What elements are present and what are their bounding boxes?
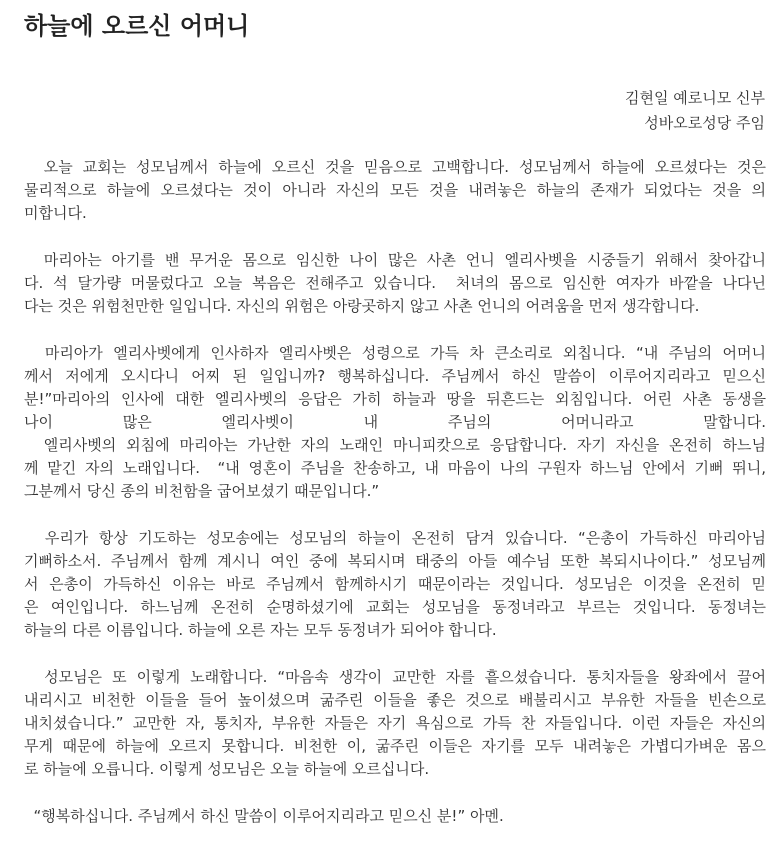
paragraph-line: 하늘의 다른 이름입니다. 하늘에 오른 자는 모두 동정녀가 되어야 합니다.	[24, 621, 497, 639]
paragraph-line: 다. 석 달가량 머물렀다고 오늘 복음은 전해주고 있습니다. 처녀의 몸으로 임신한 여자가 바깥을 나다닌	[24, 274, 766, 292]
paragraph-line: 기뻐하소서. 주님께서 함께 계시니 여인 중에 복되시며 태중의 아들 예수님 또한 복되시나이다.” 성모님께	[24, 552, 766, 570]
article-title: 하늘에 오르신 어머니	[24, 12, 250, 40]
paragraph-line: 물리적으로 하늘에 오르셨다는 것이 아니라 자신의 모든 것을 내려놓은 하늘의 존재가 되었다는 것을 의	[24, 181, 766, 199]
author-affiliation: 성바오로성당 주임	[644, 114, 765, 132]
paragraph-line: 내치셨습니다.” 교만한 자, 통치자, 부유한 자들은 자기 욕심으로 가득 찬 자들입니다. 이런 자들은 자신의	[24, 714, 766, 732]
article-body	[24, 156, 766, 852]
paragraph-line: 마리아가 엘리사벳에게 인사하자 엘리사벳은 성령으로 가득 차 큰소리로 외칩니다. “내 주님의 어머니	[24, 344, 766, 362]
paragraph-line: 엘리사벳의 외침에 마리아는 가난한 자의 노래인 마니피캇으로 응답합니다. 자기 자신을 온전히 하느님	[24, 436, 766, 454]
paragraph-line: 그분께서 당신 종의 비천함을 굽어보셨기 때문입니다.”	[24, 482, 380, 500]
byline	[625, 86, 765, 136]
paragraph-line: 미합니다.	[24, 204, 87, 222]
paragraph-line: 마리아는 아기를 밴 무거운 몸으로 임신한 나이 많은 사촌 언니 엘리사벳을 시중들기 위해서 찾아갑니	[24, 251, 766, 269]
paragraph-line: 께서 저에게 오시다니 어찌 된 일입니까? 행복하십니다. 주님께서 하신 말씀이 이루어지리라고 믿으신	[24, 367, 766, 385]
paragraph-line: 나이 많은 엘리사벳이 내 주님의 어머니라고 말합니다.	[24, 413, 766, 431]
paragraph-line: 무게 때문에 하늘에 오르지 못합니다. 비천한 이, 굶주린 이들은 자기를 모두 내려놓은 가볍디가벼운 몸으	[24, 737, 766, 755]
paragraph-line: 오늘 교회는 성모님께서 하늘에 오르신 것을 믿음으로 고백합니다. 성모님께서 하늘에 오르셨다는 것은	[24, 158, 766, 176]
paragraph-line: 은 여인입니다. 하느님께 온전히 순명하셨기에 교회는 성모님을 동정녀라고 부르는 것입니다. 동정녀는	[24, 598, 766, 616]
paragraph-line: 께 맡긴 자의 노래입니다. “내 영혼이 주님을 찬송하고, 내 마음이 나의 구원자 하느님 안에서 기뻐 뛰니,	[24, 459, 766, 477]
paragraph-line: 성모님은 또 이렇게 노래합니다. “마음속 생각이 교만한 자를 흩으셨습니다. 통치자들을 왕좌에서 끌어	[24, 668, 766, 686]
paragraph-line: 서 은총이 가득하신 이유는 바로 주님께서 함께하시기 때문이라는 것입니다. 성모님은 이것을 온전히 믿	[24, 575, 766, 593]
paragraph	[24, 527, 766, 642]
paragraph	[24, 249, 766, 318]
paragraph	[24, 805, 766, 828]
paragraph-line: 로 하늘에 오릅니다. 이렇게 성모님은 오늘 하늘에 오르십니다.	[24, 760, 430, 778]
paragraph	[24, 666, 766, 781]
paragraph	[24, 156, 766, 225]
author-name: 김현일 예로니모 신부	[625, 89, 765, 107]
paragraph-line: 다는 것은 위험천만한 일입니다. 자신의 위험은 아랑곳하지 않고 사촌 언니의 어려움을 먼저 생각합니다.	[24, 297, 700, 315]
paragraph-line: 내리시고 비천한 이들을 들어 높이셨으며 굶주린 이들을 좋은 것으로 배불리시고 부유한 자들을 빈손으로	[24, 691, 766, 709]
paragraph	[24, 342, 766, 503]
paragraph-line: 우리가 항상 기도하는 성모송에는 성모님의 하늘이 온전히 담겨 있습니다. “은총이 가득하신 마리아님	[24, 529, 766, 547]
paragraph-line: “행복하십니다. 주님께서 하신 말씀이 이루어지리라고 믿으신 분!” 아멘.	[24, 807, 504, 825]
paragraph-line: 분!”마리아의 인사에 대한 엘리사벳의 응답은 가히 하늘과 땅을 뒤흔드는 외침입니다. 어린 사촌 동생을	[24, 390, 766, 408]
